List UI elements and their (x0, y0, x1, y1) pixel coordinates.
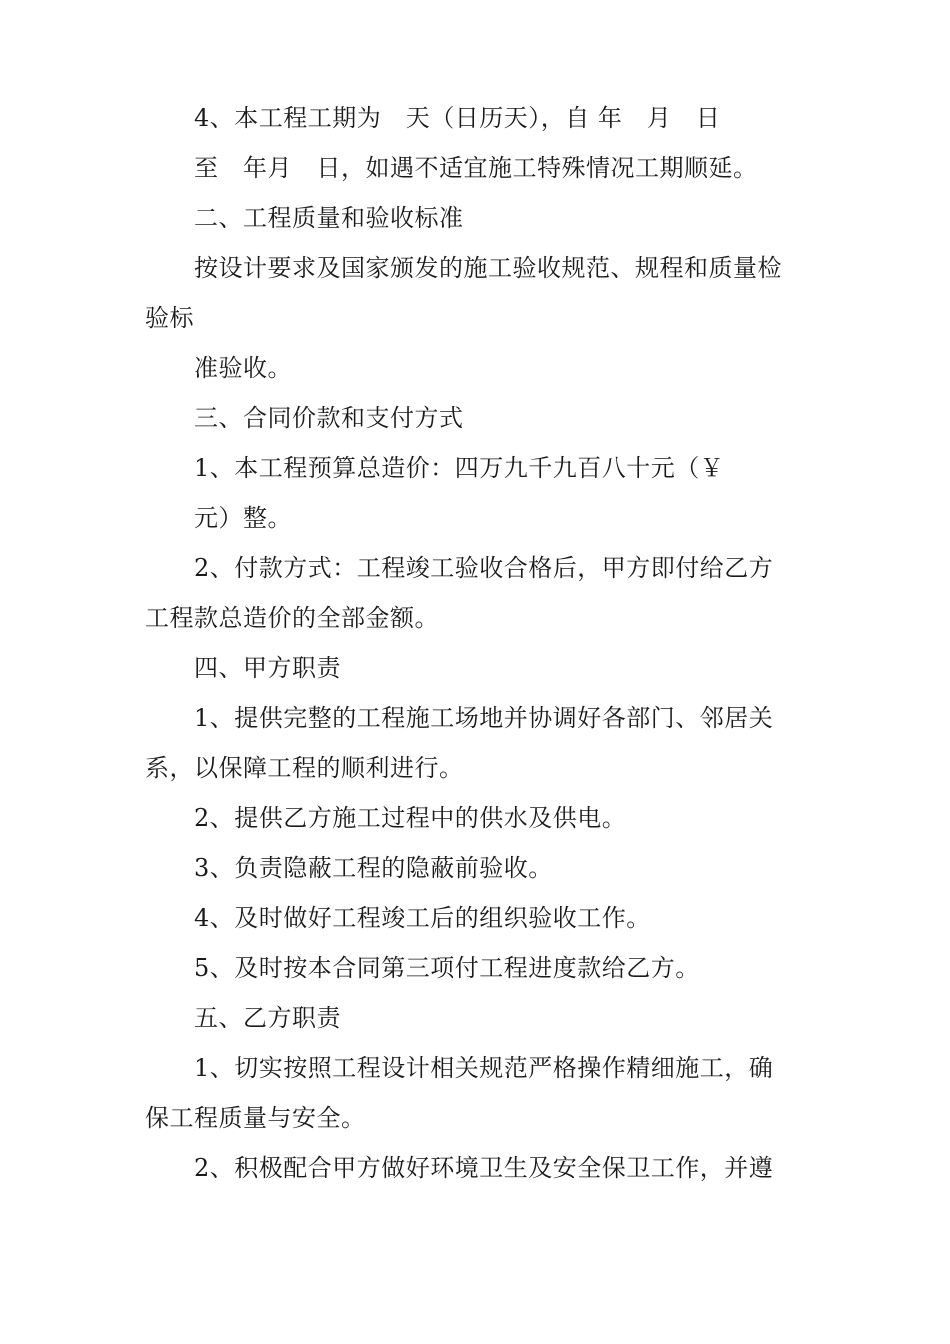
section-2-text-line-1: 按设计要求及国家颁发的施工验收规范、规程和质量检 (194, 254, 782, 282)
clause-4-2: 2、提供乙方施工过程中的供水及供电。 (194, 804, 627, 832)
clause-3-1-line-2: 元）整。 (194, 504, 292, 532)
clause-5-1-line-2: 保工程质量与安全。 (145, 1104, 366, 1132)
clause-5-1-line-1: 1、切实按照工程设计相关规范严格操作精细施工，确 (194, 1054, 774, 1082)
section-2-heading: 二、工程质量和验收标准 (194, 204, 464, 232)
clause-4-3: 3、负责隐蔽工程的隐蔽前验收。 (194, 854, 553, 882)
clause-4-1-line-2: 系，以保障工程的顺利进行。 (145, 754, 464, 782)
clause-4-duration-line-2: 至 年月 日，如遇不适宜施工特殊情况工期顺延。 (194, 154, 758, 182)
section-4-heading: 四、甲方职责 (194, 654, 341, 682)
section-3-heading: 三、合同价款和支付方式 (194, 404, 464, 432)
section-2-text-line-3: 准验收。 (194, 354, 292, 382)
clause-5-2-line-1: 2、积极配合甲方做好环境卫生及安全保卫工作，并遵 (194, 1154, 774, 1182)
clause-4-duration-line-1: 4、本工程工期为 天（日历天），自 年 月 日 (194, 104, 721, 132)
clause-3-1-line-1: 1、本工程预算总造价：四万九千九百八十元（￥ (194, 454, 725, 482)
clause-4-5: 5、及时按本合同第三项付工程进度款给乙方。 (194, 954, 700, 982)
clause-3-2-line-2: 工程款总造价的全部金额。 (145, 604, 439, 632)
clause-4-1-line-1: 1、提供完整的工程施工场地并协调好各部门、邻居关 (194, 704, 774, 732)
clause-3-2-line-1: 2、付款方式：工程竣工验收合格后，甲方即付给乙方 (194, 554, 774, 582)
section-2-text-line-2: 验标 (145, 304, 194, 332)
clause-4-4: 4、及时做好工程竣工后的组织验收工作。 (194, 904, 651, 932)
section-5-heading: 五、乙方职责 (194, 1004, 341, 1032)
